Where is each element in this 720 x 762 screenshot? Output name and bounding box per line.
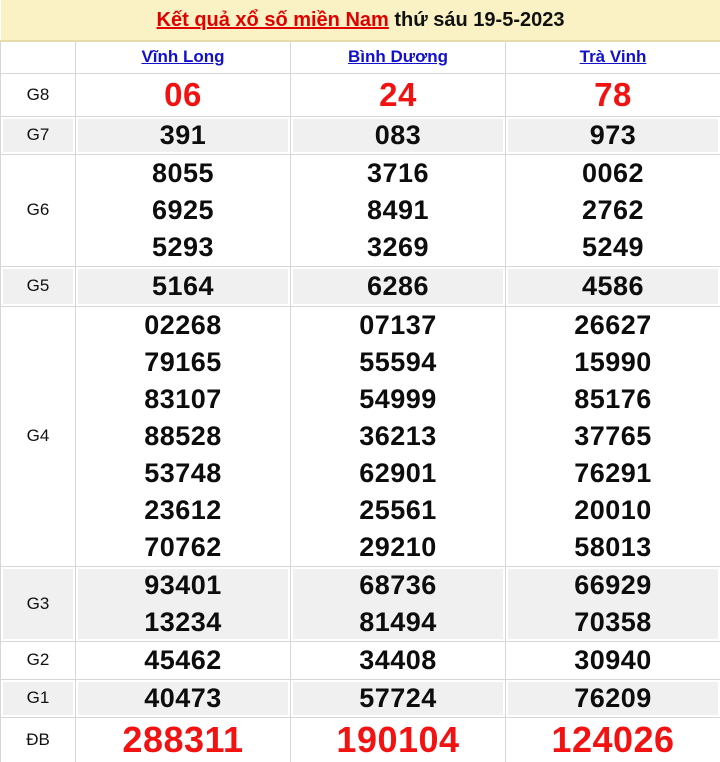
province-header-row	[1, 41, 720, 73]
prize-value: 70358	[574, 606, 652, 637]
prize-label-g4: G4	[1, 306, 76, 566]
prize-row-g7	[1, 116, 720, 154]
prize-label-g8: G8	[1, 73, 76, 116]
prize-cell	[506, 154, 720, 266]
prize-cell	[506, 306, 720, 566]
prize-value: 36213	[359, 420, 437, 451]
prize-value: 13234	[144, 606, 222, 637]
prize-value: 78	[506, 73, 720, 116]
prize-value: 29210	[359, 531, 437, 562]
prize-value: 40473	[76, 679, 291, 717]
prize-cell	[76, 306, 291, 566]
prize-value: 02268	[144, 309, 222, 340]
prize-row-g8	[1, 73, 720, 116]
prize-value: 26627	[574, 309, 652, 340]
prize-cell	[291, 566, 506, 641]
prize-value: 34408	[291, 641, 506, 679]
prize-value: 25561	[359, 494, 437, 525]
prize-cell	[76, 154, 291, 266]
corner-cell	[1, 41, 76, 73]
prize-value: 93401	[144, 569, 222, 600]
prize-value: 4586	[506, 266, 720, 306]
prize-value: 6925	[151, 194, 215, 225]
prize-value: 54999	[359, 383, 437, 414]
province-link-tra-vinh[interactable]: Trà Vinh	[579, 47, 647, 67]
prize-value: 288311	[76, 717, 291, 762]
draw-date-text: thứ sáu 19-5-2023	[388, 8, 565, 31]
prize-row-g6	[1, 154, 720, 266]
prize-value: 66929	[574, 569, 652, 600]
prize-value: 8055	[151, 157, 215, 188]
prize-value: 5164	[76, 266, 291, 306]
prize-value: 3269	[366, 231, 430, 262]
prize-value: 53748	[144, 457, 222, 488]
prize-value: 68736	[359, 569, 437, 600]
prize-value: 76291	[574, 457, 652, 488]
prize-row-g3	[1, 566, 720, 641]
province-link-vinh-long[interactable]: Vĩnh Long	[141, 47, 225, 67]
prize-value: 3716	[366, 157, 430, 188]
prize-value: 81494	[359, 606, 437, 637]
prize-value: 76209	[506, 679, 720, 717]
prize-value: 30940	[506, 641, 720, 679]
prize-label-g5: G5	[1, 266, 76, 306]
prize-label-g3: G3	[1, 566, 76, 641]
prize-value: 85176	[574, 383, 652, 414]
prize-value: 0062	[581, 157, 645, 188]
prize-cell	[291, 154, 506, 266]
prize-value: 55594	[359, 346, 437, 377]
prize-value: 57724	[291, 679, 506, 717]
prize-value: 58013	[574, 531, 652, 562]
province-header-binh-duong	[291, 41, 506, 73]
prize-value: 23612	[144, 494, 222, 525]
prize-value: 79165	[144, 346, 222, 377]
prize-value: 15990	[574, 346, 652, 377]
title-row	[1, 0, 720, 41]
prize-row-g2	[1, 641, 720, 679]
province-link-binh-duong[interactable]: Bình Dương	[348, 47, 448, 67]
prize-value: 5249	[581, 231, 645, 262]
prize-label-g2: G2	[1, 641, 76, 679]
region-title-link[interactable]: Kết quả xổ số miền Nam	[156, 8, 389, 31]
prize-value: 391	[76, 116, 291, 154]
prize-cell	[506, 566, 720, 641]
prize-value: 20010	[574, 494, 652, 525]
prize-value: 124026	[506, 717, 720, 762]
prize-value: 37765	[574, 420, 652, 451]
prize-value: 5293	[151, 231, 215, 262]
prize-row-db	[1, 717, 720, 762]
prize-value: 83107	[144, 383, 222, 414]
prize-cell	[76, 566, 291, 641]
prize-label-db: ĐB	[1, 717, 76, 762]
prize-row-g5	[1, 266, 720, 306]
prize-label-g1: G1	[1, 679, 76, 717]
prize-value: 083	[291, 116, 506, 154]
prize-value: 24	[291, 73, 506, 116]
province-header-tra-vinh	[506, 41, 720, 73]
prize-value: 06	[76, 73, 291, 116]
prize-value: 45462	[76, 641, 291, 679]
prize-cell	[291, 306, 506, 566]
prize-row-g4	[1, 306, 720, 566]
prize-value: 88528	[144, 420, 222, 451]
prize-label-g6: G6	[1, 154, 76, 266]
prize-value: 190104	[291, 717, 506, 762]
prize-value: 6286	[291, 266, 506, 306]
prize-row-g1	[1, 679, 720, 717]
prize-label-g7: G7	[1, 116, 76, 154]
prize-value: 62901	[359, 457, 437, 488]
prize-value: 973	[506, 116, 720, 154]
prize-value: 2762	[581, 194, 645, 225]
prize-value: 70762	[144, 531, 222, 562]
province-header-vinh-long	[76, 41, 291, 73]
prize-value: 07137	[359, 309, 437, 340]
prize-value: 8491	[366, 194, 430, 225]
page-title	[1, 0, 720, 41]
